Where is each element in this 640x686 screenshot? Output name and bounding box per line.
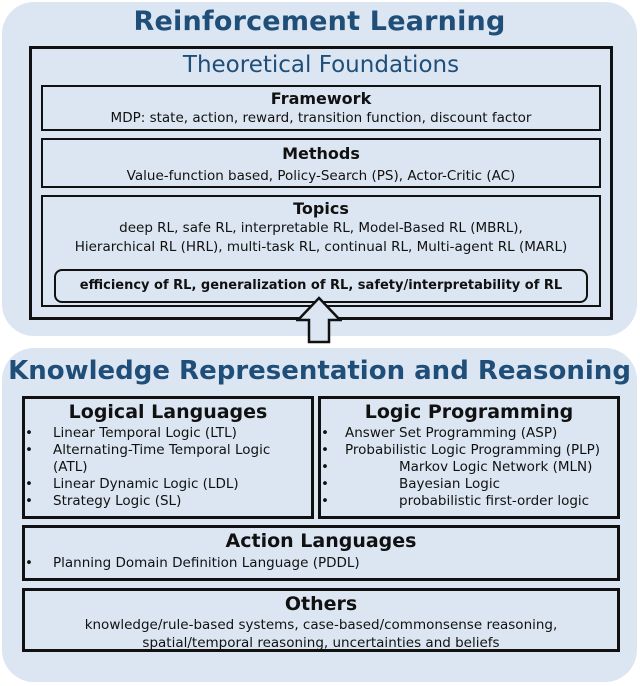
list-item: • Answer Set Programming (ASP) [321,425,617,442]
logic-programming-box [318,396,620,519]
list-item-continuation: (ATL) [53,459,88,475]
sub-list-item: • Markov Logic Network (MLN) [321,459,617,476]
topics-box [41,195,601,307]
krr-panel [2,348,637,682]
sub-list-item: • probabilistic first-order logic [321,493,617,510]
framework-heading: Framework [270,89,372,108]
others-heading: Others [284,593,358,615]
action-languages-heading: Action Languages [225,530,417,552]
list-item: • Linear Temporal Logic (LTL) [25,425,311,442]
methods-heading: Methods [282,144,360,163]
list-item: • Strategy Logic (SL) [25,493,311,510]
logical-languages-list [25,425,311,510]
methods-text: Value-function based, Policy-Search (PS), Actor-Critic (AC) [126,168,516,184]
logical-languages-heading: Logical Languages [68,401,268,423]
logic-programming-heading: Logic Programming [364,401,574,423]
theoretical-foundations-box [29,46,613,320]
topics-line-1: deep RL, safe RL, interpretable RL, Model-Based RL (MBRL), [119,220,523,236]
logical-languages-box [22,396,314,519]
methods-box [41,138,601,188]
action-languages-list [25,555,617,572]
list-item: • Planning Domain Definition Language (PDDL) [25,555,617,572]
krr-title: Knowledge Representation and Reasoning [8,356,631,386]
framework-box [41,85,601,131]
others-line-2: spatial/temporal reasoning, uncertainties and beliefs [142,635,500,651]
topics-line-2: Hierarchical RL (HRL), multi-task RL, continual RL, Multi-agent RL (MARL) [74,239,568,255]
list-item: • Alternating-Time Temporal Logic [25,442,311,459]
theoretical-foundations-title: Theoretical Foundations [182,52,460,78]
topics-heading: Topics [293,199,349,218]
sub-list-item: • Bayesian Logic [321,476,617,493]
action-languages-box [22,525,620,581]
rl-challenges-box: efficiency of RL, generalization of RL, safety/interpretability of RL [54,269,588,303]
rl-title: Reinforcement Learning [133,6,506,37]
logic-programming-list [321,425,617,510]
others-box [22,588,620,652]
up-arrow-icon [296,296,342,344]
list-item: • Linear Dynamic Logic (LDL) [25,476,311,493]
others-line-1: knowledge/rule-based systems, case-based/commonsense reasoning, [84,617,558,633]
framework-text: MDP: state, action, reward, transition function, discount factor [110,110,532,126]
rl-panel [2,2,637,336]
list-item: • Probabilistic Logic Programming (PLP) [321,442,617,459]
